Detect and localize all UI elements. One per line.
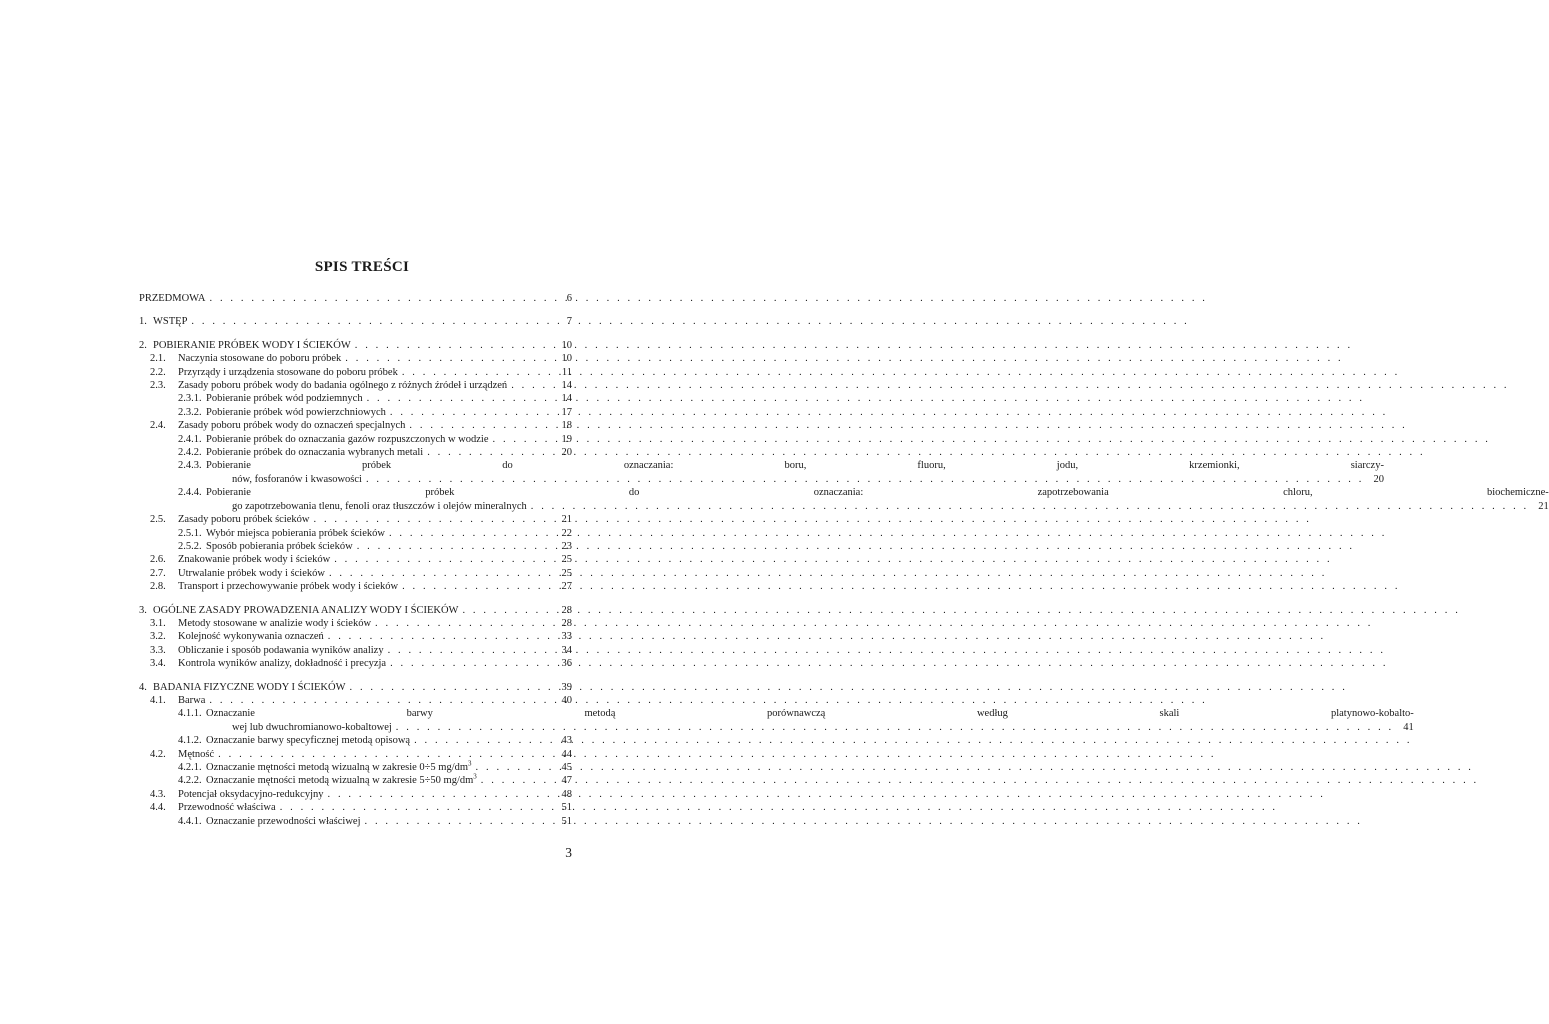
toc-entry-title: Oznaczanie mętności metodą wizualną w zakresie 5÷50 $mg/dm^3$ — [206, 772, 477, 787]
toc-entry-number: 2.6. — [150, 554, 166, 566]
toc-entry-title: PRZEDMOWA — [139, 293, 206, 304]
toc-entry-title: Zasady poboru próbek wody do oznaczeń specjalnych — [178, 420, 406, 432]
toc-entry[interactable] — [139, 748, 572, 761]
toc-page-number: 48 — [561, 788, 572, 800]
dot-leader — [280, 801, 552, 814]
toc-entry[interactable] — [139, 292, 572, 305]
dot-leader — [462, 604, 552, 617]
dot-leader — [476, 761, 552, 774]
dot-leader — [481, 774, 552, 787]
toc-entry-number: 2.7. — [150, 567, 166, 579]
toc-page-number: 14 — [561, 393, 572, 405]
toc-entry-number: 2.5. — [150, 514, 166, 526]
toc-entry-title: Kontrola wyników analizy, dokładność i precyzja — [178, 658, 387, 670]
dot-leader — [402, 580, 552, 593]
toc-entry-title: Pobieranie próbek do oznaczania wybranych metali — [206, 447, 424, 459]
dot-leader — [345, 352, 552, 365]
toc-page-number: 22 — [561, 527, 572, 539]
toc-page-number: 40 — [561, 694, 572, 706]
page-number: 3 — [565, 845, 572, 860]
toc-entry-number: 2.5.1. — [178, 527, 202, 539]
toc-entry-title: Transport i przechowywanie próbek wody i ścieków — [178, 581, 399, 593]
dot-leader — [396, 721, 1394, 734]
dot-leader — [367, 392, 552, 405]
dot-leader — [389, 527, 552, 540]
toc-entry[interactable] — [139, 419, 572, 432]
toc-entry-number: 2.4.2. — [178, 447, 202, 459]
toc-page-number: 45 — [561, 762, 572, 773]
toc-page-number: 44 — [561, 748, 572, 760]
toc-entry[interactable] — [139, 580, 572, 593]
toc-entry[interactable] — [139, 352, 572, 365]
dot-leader — [409, 419, 552, 432]
dot-leader — [314, 513, 552, 526]
toc-entry[interactable] — [139, 734, 572, 747]
dot-leader — [365, 815, 552, 828]
toc-entry[interactable] — [139, 433, 572, 446]
toc-entry[interactable] — [139, 339, 572, 352]
toc-entry-title: Sposób pobierania próbek ścieków — [206, 540, 353, 552]
toc-entry[interactable] — [139, 604, 572, 617]
toc-entry-number: 2.1. — [150, 353, 166, 365]
toc-entry[interactable] — [139, 379, 572, 392]
toc-page-number: 23 — [561, 540, 572, 552]
toc-entry[interactable] — [139, 446, 572, 459]
superscript: 3 — [473, 772, 477, 781]
toc-entry-number: 3. — [139, 604, 147, 616]
toc-entry-number: 3.3. — [150, 644, 166, 656]
toc-entry-title: Oznaczanie barwy specyficznej metodą opisową — [206, 735, 411, 747]
toc-entry-number: 1. — [139, 316, 147, 328]
toc-entry-number: 4.2.2. — [178, 775, 202, 787]
toc-page-number: 20 — [1373, 473, 1384, 485]
toc-entry-number: 4.2.1. — [178, 762, 202, 773]
toc-page-number: 14 — [561, 380, 572, 392]
dot-leader — [328, 630, 552, 643]
toc-entry-title: Mętność — [178, 748, 215, 760]
toc-entry-title: WSTĘP — [153, 316, 188, 328]
toc-entry-title: Metody stosowane w analizie wody i ścieków — [178, 617, 372, 629]
toc-entry-title: Utrwalanie próbek wody i ścieków — [178, 567, 325, 579]
toc-page-number: 36 — [561, 658, 572, 670]
dot-leader — [388, 644, 552, 657]
toc-entry-number: 4. — [139, 681, 147, 693]
toc-entry-title: Znakowanie próbek wody i ścieków — [178, 554, 331, 566]
dot-leader — [531, 500, 1529, 513]
toc-page-number: 51 — [561, 802, 572, 814]
toc-page-number: 51 — [561, 815, 572, 827]
toc-entry-title: Pobieranie próbek do oznaczania gazów rozpuszczonych w wodzie — [206, 433, 489, 445]
toc-entry-title: Pobieranie próbek do oznaczania: boru, fluoru, jodu, krzemionki, siarczy- — [206, 460, 1384, 472]
toc-entry-title: Barwa — [178, 694, 206, 706]
toc-entry-title: Pobieranie próbek wód powierzchniowych — [206, 406, 386, 418]
toc-entry-title: go zapotrzebowania tlenu, fenoli oraz tłuszczów i olejów mineralnych — [232, 500, 527, 512]
toc-page-number: 6 — [566, 293, 572, 304]
dot-leader — [210, 292, 552, 305]
toc-entry-number: 2.4.4. — [178, 487, 202, 499]
toc-entry[interactable] — [139, 630, 572, 643]
toc-entry-title: Oznaczanie barwy metodą porównawczą według skali platynowo-kobalto- — [206, 708, 1414, 720]
toc-entry-title: wej lub dwuchromianowo-kobaltowej — [232, 721, 392, 733]
toc-page-number: 28 — [561, 604, 572, 616]
toc-page-number: 33 — [561, 631, 572, 643]
toc-entry-number: 3.1. — [150, 617, 166, 629]
toc-page-number: 17 — [561, 406, 572, 418]
superscript: 3 — [468, 759, 472, 768]
toc-page-number: 39 — [561, 681, 572, 693]
toc-page-number: 10 — [561, 353, 572, 365]
toc-entry-title: POBIERANIE PRÓBEK WODY I ŚCIEKÓW — [153, 339, 351, 351]
toc-entry-title: nów, fosforanów i kwasowości — [232, 473, 362, 485]
toc-page-number: 21 — [1538, 500, 1549, 512]
toc-page-number: 43 — [561, 735, 572, 747]
table-of-contents — [139, 292, 1549, 828]
toc-page-number: 21 — [561, 514, 572, 526]
toc-entry-title: Oznaczanie przewodności właściwej — [206, 815, 361, 827]
toc-entry[interactable] — [139, 366, 572, 379]
dot-leader — [390, 406, 552, 419]
toc-entry-number: 4.1.1. — [178, 708, 202, 720]
toc-entry-title: OGÓLNE ZASADY PROWADZENIA ANALIZY WODY I ŚCIEKÓW — [153, 604, 459, 616]
toc-entry-number: 4.4. — [150, 802, 166, 814]
toc-entry[interactable] — [139, 406, 572, 419]
toc-page-number: 34 — [561, 644, 572, 656]
toc-entry-title: Pobieranie próbek wód podziemnych — [206, 393, 363, 405]
toc-entry-title: Naczynia stosowane do poboru próbek — [178, 353, 342, 365]
dot-leader — [357, 540, 552, 553]
toc-page-number: 28 — [561, 617, 572, 629]
dot-leader — [329, 567, 552, 580]
dot-leader — [366, 473, 1364, 486]
toc-entry-number: 2.5.2. — [178, 540, 202, 552]
toc-entry-title: Oznaczanie mętności metodą wizualną w zakresie 0÷5 $mg/dm^3$ — [206, 759, 472, 773]
toc-entry-number: 2.2. — [150, 366, 166, 378]
toc-entry-number: 4.4.1. — [178, 815, 202, 827]
toc-entry[interactable] — [139, 644, 572, 657]
dot-leader — [375, 617, 552, 630]
toc-entry-title: Zasady poboru próbek ścieków — [178, 514, 310, 526]
toc-entry[interactable] — [139, 801, 572, 814]
dot-leader — [402, 366, 552, 379]
toc-page-number: 25 — [561, 554, 572, 566]
toc-page-number: 20 — [561, 447, 572, 459]
toc-entry-number: 2.4. — [150, 420, 166, 432]
page-title: SPIS TREŚCI — [314, 259, 410, 275]
toc-entry-number: 2.3. — [150, 380, 166, 392]
toc-page-number: 27 — [561, 581, 572, 593]
toc-entry[interactable] — [139, 774, 572, 787]
toc-entry[interactable] — [139, 459, 1384, 486]
toc-page-number: 18 — [561, 420, 572, 432]
dot-leader — [414, 734, 552, 747]
toc-entry[interactable] — [139, 681, 572, 694]
toc-entry[interactable] — [139, 707, 1414, 734]
toc-entry[interactable] — [139, 315, 572, 328]
toc-page-number: 19 — [561, 433, 572, 445]
dot-leader — [209, 694, 552, 707]
toc-page-number: 25 — [561, 567, 572, 579]
toc-entry-title: Przewodność właściwa — [178, 802, 276, 814]
toc-entry[interactable] — [139, 486, 1549, 513]
toc-entry[interactable] — [139, 392, 572, 405]
toc-entry[interactable] — [139, 513, 572, 526]
dot-leader — [191, 315, 552, 328]
toc-entry[interactable] — [139, 540, 572, 553]
toc-page-number: 41 — [1403, 721, 1414, 733]
toc-entry-title: Potencjał oksydacyjno-redukcyjny — [178, 788, 324, 800]
toc-entry-number: 2.4.1. — [178, 433, 202, 445]
toc-entry-title: Kolejność wykonywania oznaczeń — [178, 631, 324, 643]
toc-entry-number: 4.1. — [150, 694, 166, 706]
toc-entry[interactable] — [139, 788, 572, 801]
dot-leader — [390, 657, 552, 670]
toc-entry-number: 2. — [139, 339, 147, 351]
dot-leader — [328, 788, 552, 801]
toc-page-number: 10 — [561, 339, 572, 351]
toc-entry-title: Przyrządy i urządzenia stosowane do poboru próbek — [178, 366, 398, 378]
toc-entry-number: 2.4.3. — [178, 460, 202, 472]
toc-entry-number: 2.8. — [150, 581, 166, 593]
toc-page-number: 11 — [561, 366, 572, 378]
toc-entry[interactable] — [139, 553, 572, 566]
dot-leader — [350, 681, 553, 694]
toc-entry[interactable] — [139, 657, 572, 670]
toc-entry-title: Zasady poboru próbek wody do badania ogólnego z różnych źródeł i urządzeń — [178, 380, 508, 392]
toc-entry-number: 4.3. — [150, 788, 166, 800]
toc-entry[interactable] — [139, 761, 572, 774]
toc-entry-title: Pobieranie próbek do oznaczania: zapotrzebowania chloru, biochemiczne- — [206, 487, 1549, 499]
dot-leader — [493, 433, 552, 446]
toc-entry-number: 2.3.1. — [178, 393, 202, 405]
toc-page-number: 47 — [561, 775, 572, 787]
toc-page-number: 7 — [566, 316, 572, 328]
dot-leader — [218, 748, 552, 761]
toc-entry[interactable] — [139, 617, 572, 630]
dot-leader — [334, 553, 552, 566]
toc-entry[interactable] — [139, 527, 572, 540]
toc-entry-number: 4.2. — [150, 748, 166, 760]
toc-entry[interactable] — [139, 567, 572, 580]
toc-entry-number: 4.1.2. — [178, 735, 202, 747]
toc-entry-number: 2.3.2. — [178, 406, 202, 418]
toc-entry[interactable] — [139, 815, 572, 828]
dot-leader — [427, 446, 552, 459]
dot-leader — [511, 379, 552, 392]
toc-entry[interactable] — [139, 694, 572, 707]
toc-entry-number: 3.4. — [150, 658, 166, 670]
dot-leader — [355, 339, 552, 352]
toc-entry-title: Wybór miejsca pobierania próbek ścieków — [206, 527, 385, 539]
toc-entry-title: BADANIA FIZYCZNE WODY I ŚCIEKÓW — [153, 681, 346, 693]
toc-entry-number: 3.2. — [150, 631, 166, 643]
toc-entry-title: Obliczanie i sposób podawania wyników analizy — [178, 644, 384, 656]
